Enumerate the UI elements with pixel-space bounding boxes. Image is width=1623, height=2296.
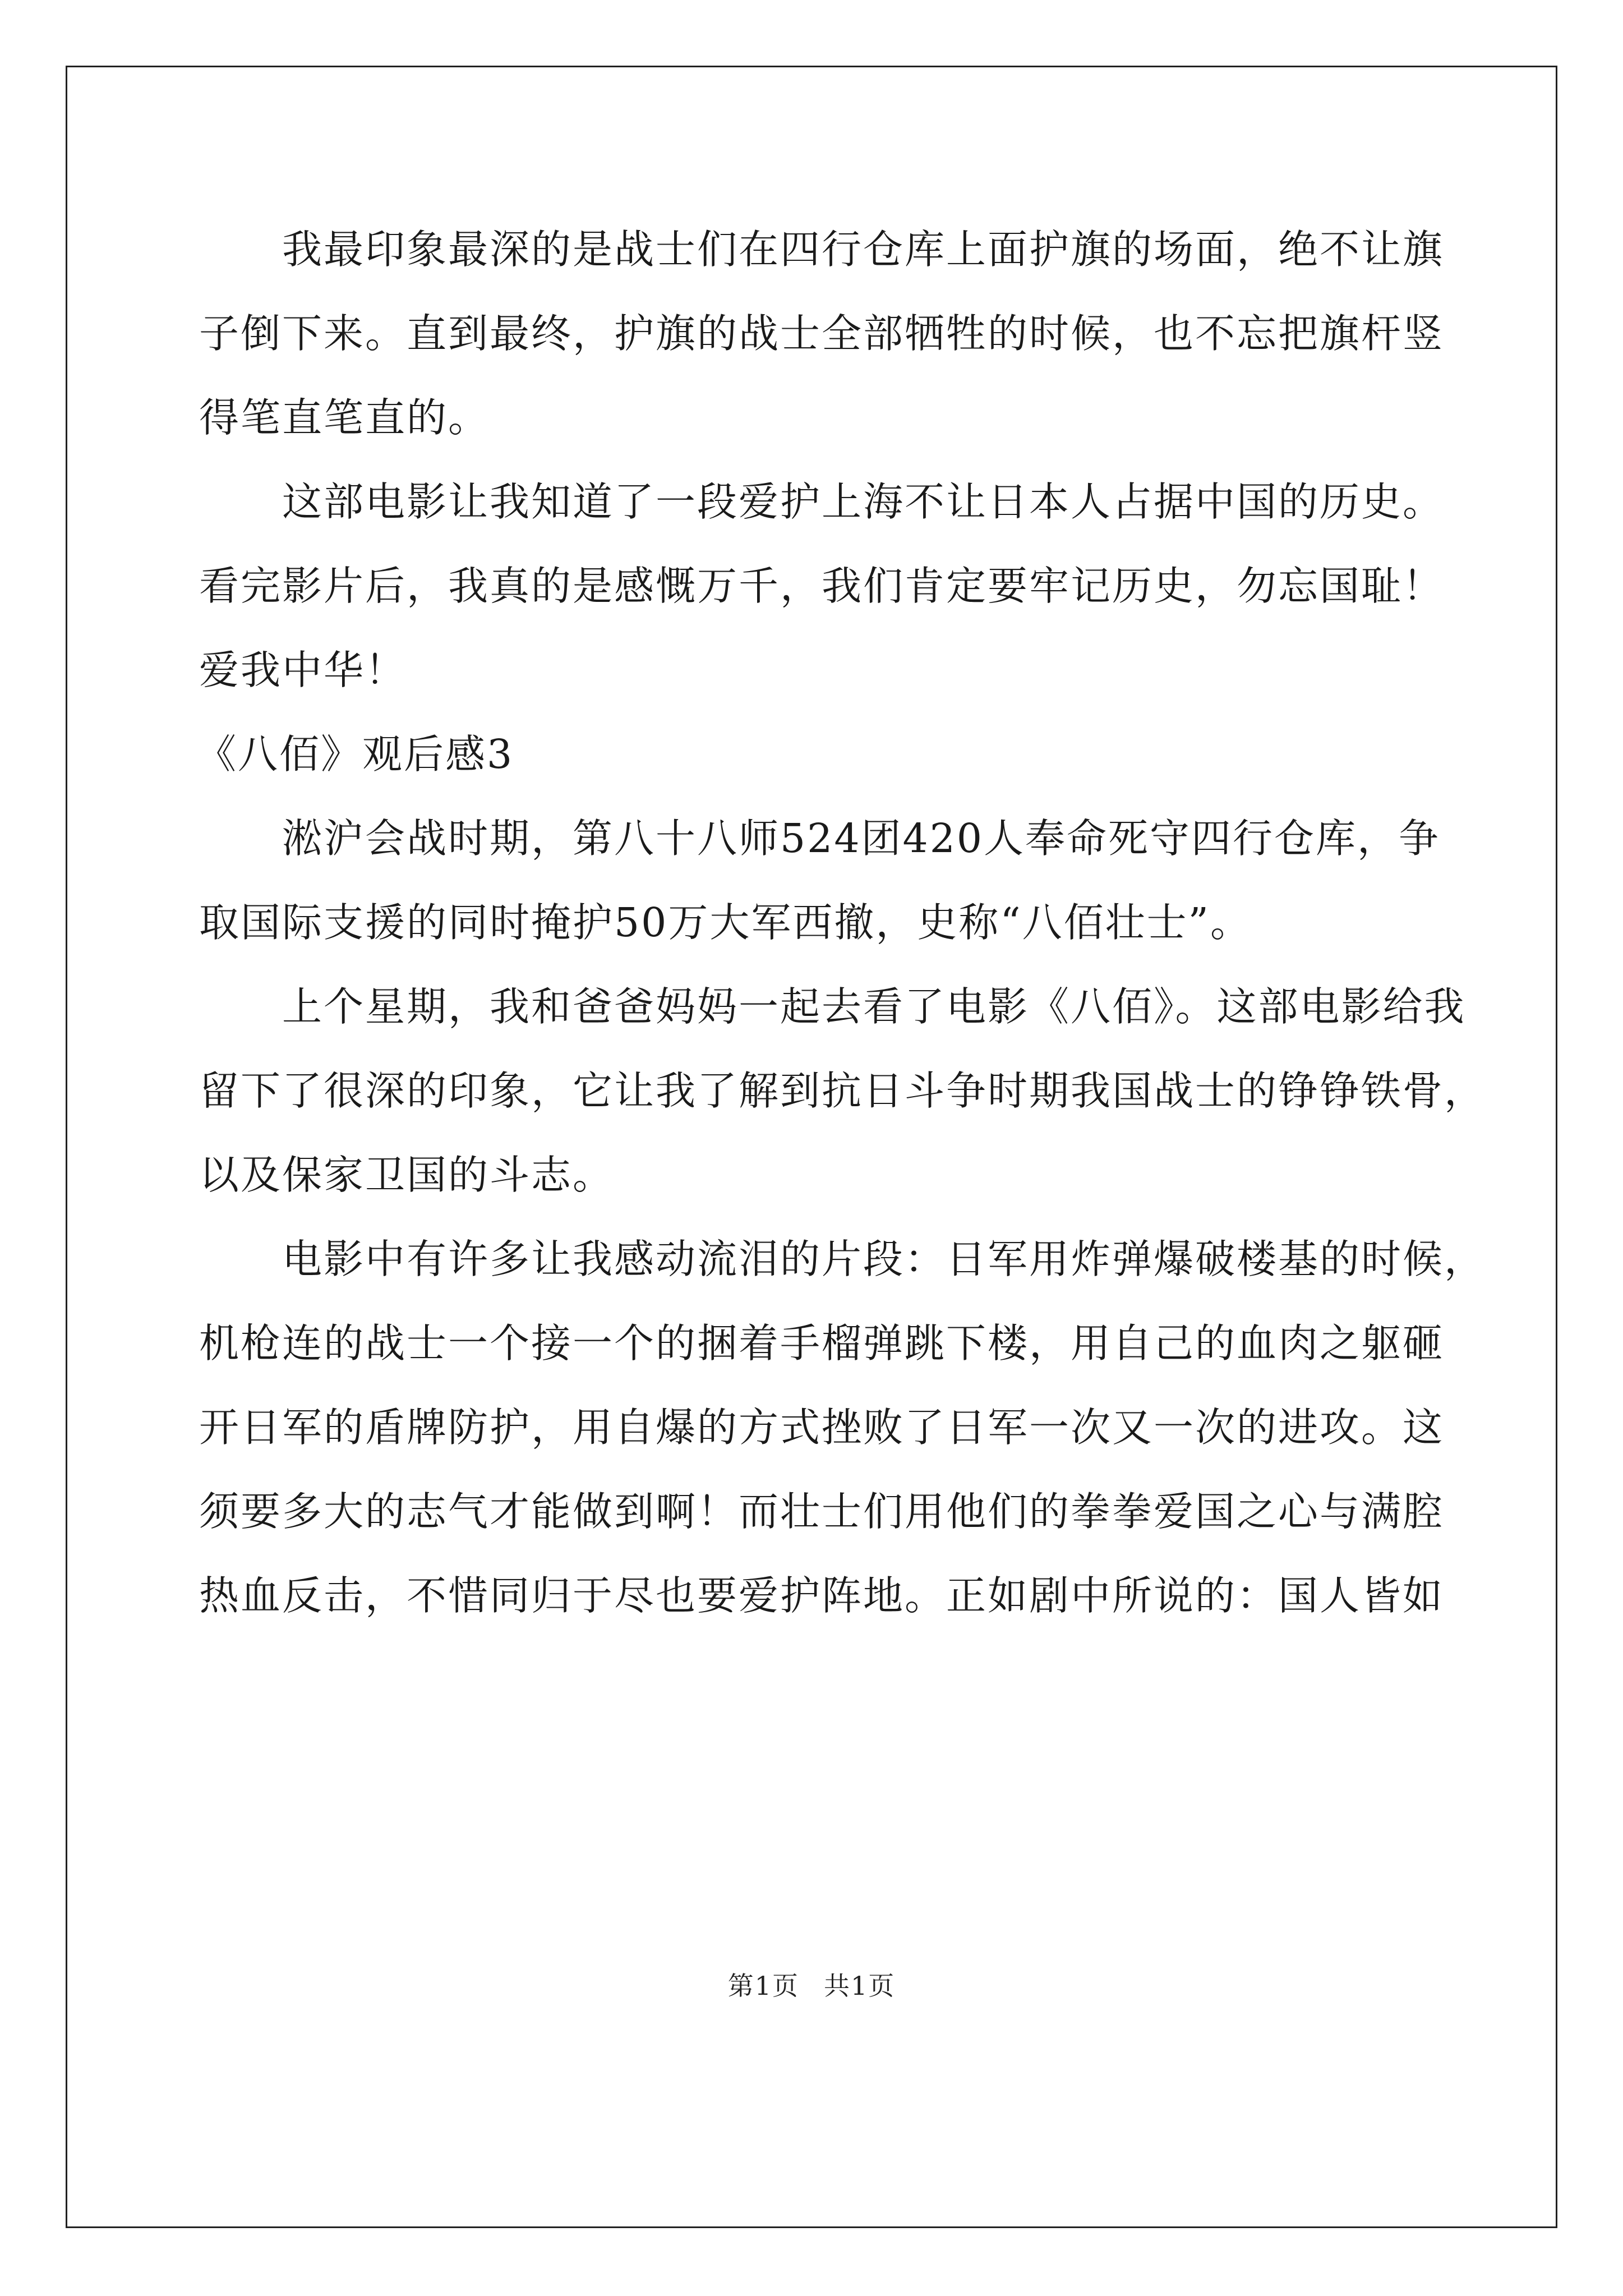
- paragraph-line: 热血反击，不惜同归于尽也要爱护阵地。正如剧中所说的：国人皆如: [199, 1572, 1445, 1619]
- page-footer: [0, 1969, 1623, 2003]
- paragraph-line: 须要多大的志气才能做到啊！而壮士们用他们的拳拳爱国之心与满腔: [199, 1488, 1445, 1535]
- paragraph-line: 我最印象最深的是战士们在四行仓库上面护旗的场面，绝不让旗: [282, 226, 1445, 273]
- paragraph-line: 子倒下来。直到最终，护旗的战士全部牺牲的时候，也不忘把旗杆竖: [199, 310, 1445, 357]
- paragraph-line: 这部电影让我知道了一段爱护上海不让日本人占据中国的历史。: [282, 478, 1445, 525]
- paragraph-line: 淞沪会战时期，第八十八师524团420人奉命死守四行仓库，争: [282, 815, 1441, 862]
- paragraph-line: 留下了很深的印象，它让我了解到抗日斗争时期我国战士的铮铮铁骨，: [199, 1068, 1486, 1114]
- paragraph-line: 开日军的盾牌防护，用自爆的方式挫败了日军一次又一次的进攻。这: [199, 1404, 1445, 1451]
- page-total: 共1页: [824, 1971, 896, 2001]
- paragraph-line: 取国际支援的同时掩护50万大军西撤，史称“八佰壮士”。: [199, 899, 1252, 946]
- paragraph-line: 得笔直笔直的。: [199, 394, 490, 441]
- paragraph-line: 以及保家卫国的斗志。: [199, 1152, 615, 1198]
- paragraph-line: 爱我中华！: [199, 647, 407, 693]
- paragraph-line: 电影中有许多让我感动流泪的片段：日军用炸弹爆破楼基的时候，: [282, 1236, 1486, 1282]
- section-heading: 《八佰》观后感3: [196, 731, 514, 777]
- paragraph-line: 看完影片后，我真的是感慨万千，我们肯定要牢记历史，勿忘国耻！: [199, 563, 1445, 609]
- page-number: 第1页: [727, 1971, 799, 2001]
- paragraph-line: 上个星期，我和爸爸妈妈一起去看了电影《八佰》。这部电影给我: [282, 983, 1466, 1030]
- paragraph-line: 机枪连的战士一个接一个的捆着手榴弹跳下楼，用自己的血肉之躯砸: [199, 1320, 1445, 1366]
